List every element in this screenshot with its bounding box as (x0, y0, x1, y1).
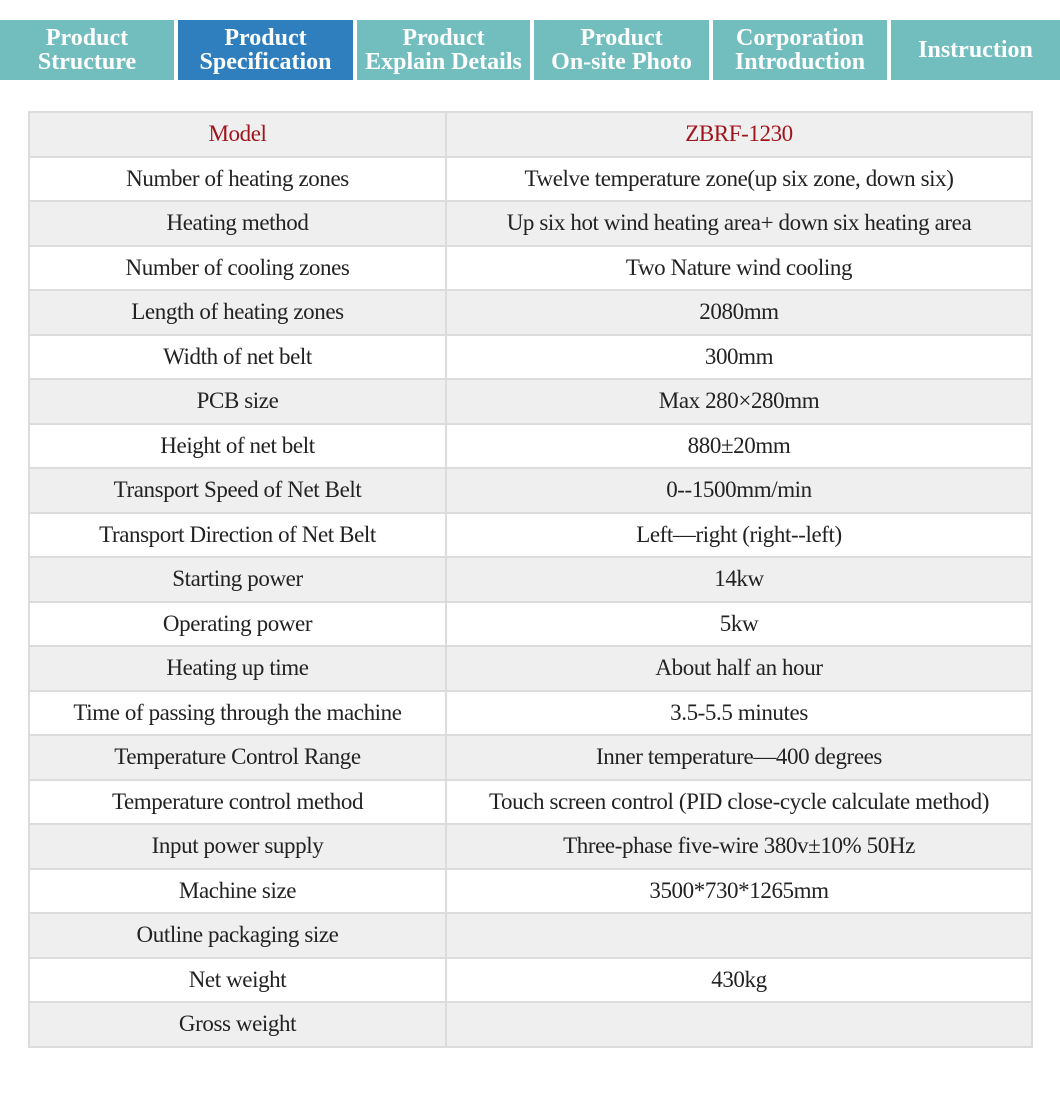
spec-value: Left—right (right--left) (446, 513, 1032, 558)
spec-label: Number of heating zones (29, 157, 446, 202)
tab-product-specification[interactable] (178, 20, 353, 80)
spec-label: Width of net belt (29, 335, 446, 380)
spec-value: 2080mm (446, 290, 1032, 335)
spec-label: Outline packaging size (29, 913, 446, 958)
spec-label: Gross weight (29, 1002, 446, 1047)
tab-product-onsite-photo[interactable] (534, 20, 709, 80)
spec-value: 3500*730*1265mm (446, 869, 1032, 914)
tab-label-line1: Product (580, 25, 663, 51)
spec-label: Time of passing through the machine (29, 691, 446, 736)
spec-value (446, 913, 1032, 958)
spec-value: 0--1500mm/min (446, 468, 1032, 513)
table-row (29, 557, 1032, 602)
table-row (29, 869, 1032, 914)
spec-label: Operating power (29, 602, 446, 647)
tab-bar (0, 20, 1060, 80)
table-row (29, 513, 1032, 558)
table-row (29, 290, 1032, 335)
spec-value: Inner temperature—400 degrees (446, 735, 1032, 780)
model-label: Model (29, 112, 446, 157)
tab-label-line1: Corporation (736, 25, 864, 51)
table-row (29, 335, 1032, 380)
spec-value: Two Nature wind cooling (446, 246, 1032, 291)
tab-label-line1: Instruction (918, 37, 1033, 63)
tab-label-line1: Product (45, 25, 129, 51)
model-value: ZBRF-1230 (446, 112, 1032, 157)
tab-product-structure[interactable] (0, 20, 174, 80)
table-row (29, 646, 1032, 691)
spec-label: PCB size (29, 379, 446, 424)
spec-label: Temperature Control Range (29, 735, 446, 780)
spec-value: Twelve temperature zone(up six zone, down six) (446, 157, 1032, 202)
table-row (29, 824, 1032, 869)
spec-value: Max 280×280mm (446, 379, 1032, 424)
spec-value: Touch screen control (PID close-cycle calculate method) (446, 780, 1032, 825)
tab-label-line2: On-site Photo (551, 49, 692, 75)
spec-value: 14kw (446, 557, 1032, 602)
tab-instruction[interactable] (891, 20, 1060, 80)
spec-label: Heating method (29, 201, 446, 246)
table-row (29, 958, 1032, 1003)
specification-table (28, 111, 1033, 1048)
spec-label: Length of heating zones (29, 290, 446, 335)
spec-label: Input power supply (29, 824, 446, 869)
spec-label: Net weight (29, 958, 446, 1003)
spec-label: Transport Speed of Net Belt (29, 468, 446, 513)
table-row (29, 157, 1032, 202)
table-header-row (29, 112, 1032, 157)
spec-label: Starting power (29, 557, 446, 602)
table-row (29, 602, 1032, 647)
table-row (29, 691, 1032, 736)
spec-label: Number of cooling zones (29, 246, 446, 291)
table-row (29, 424, 1032, 469)
table-row (29, 780, 1032, 825)
table-row (29, 1002, 1032, 1047)
tab-corporation-introduction[interactable] (713, 20, 887, 80)
spec-label: Machine size (29, 869, 446, 914)
spec-value: About half an hour (446, 646, 1032, 691)
spec-label: Heating up time (29, 646, 446, 691)
spec-label: Temperature control method (29, 780, 446, 825)
tab-label-line2: Introduction (734, 49, 866, 75)
spec-value: 430kg (446, 958, 1032, 1003)
tab-label-line1: Product (224, 25, 307, 51)
table-row (29, 379, 1032, 424)
tab-label-line2: Explain Details (365, 49, 522, 75)
spec-value: 5kw (446, 602, 1032, 647)
spec-value: Three-phase five-wire 380v±10% 50Hz (446, 824, 1032, 869)
table-row (29, 201, 1032, 246)
tab-label-line2: Structure (37, 49, 137, 75)
spec-value (446, 1002, 1032, 1047)
spec-value: 300mm (446, 335, 1032, 380)
table-row (29, 468, 1032, 513)
spec-label: Transport Direction of Net Belt (29, 513, 446, 558)
table-row (29, 246, 1032, 291)
spec-value: 880±20mm (446, 424, 1032, 469)
spec-value: Up six hot wind heating area+ down six heating area (446, 201, 1032, 246)
spec-value: 3.5-5.5 minutes (446, 691, 1032, 736)
spec-label: Height of net belt (29, 424, 446, 469)
table-row (29, 735, 1032, 780)
tab-product-explain-details[interactable] (357, 20, 530, 80)
table-row (29, 913, 1032, 958)
tab-label-line2: Specification (199, 49, 332, 75)
tab-label-line1: Product (402, 25, 485, 51)
